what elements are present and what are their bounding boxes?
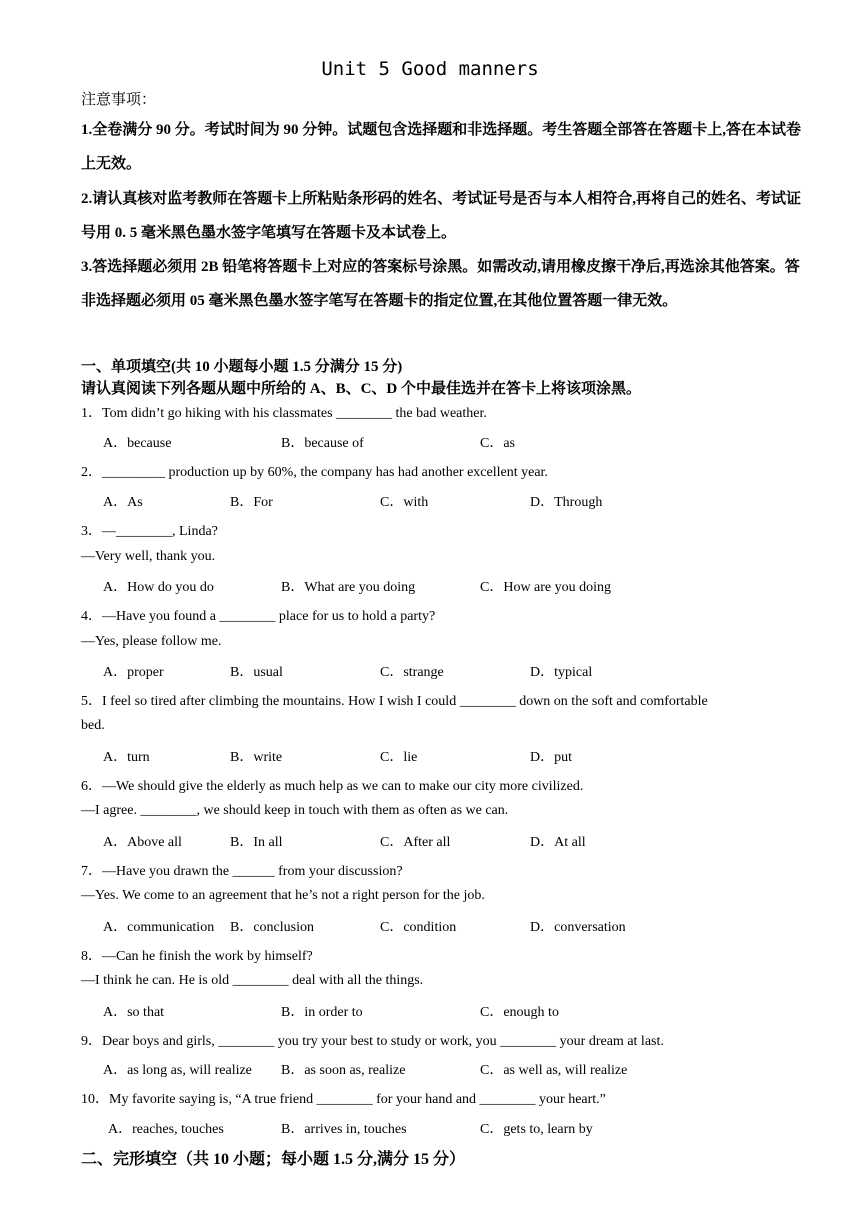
q5-option-c: C．lie bbox=[380, 750, 418, 765]
question-4-reply: —Yes, please follow me. bbox=[81, 634, 222, 649]
q3-option-c: C．How are you doing bbox=[480, 580, 612, 595]
q5-option-b: B．write bbox=[230, 750, 283, 765]
question-2-stem: 2．_________ production up by 60%, the company has had another excellent year. bbox=[81, 465, 548, 480]
question-5-stem-cont: bed. bbox=[81, 718, 105, 733]
q8-option-a: A．so that bbox=[103, 1005, 165, 1020]
q5-option-d: D．put bbox=[530, 750, 572, 765]
q5-option-a: A．turn bbox=[103, 750, 150, 765]
q4-option-c: C．strange bbox=[380, 665, 444, 680]
question-7-reply: —Yes. We come to an agreement that he’s not a right person for the job. bbox=[81, 888, 485, 903]
q7-option-b: B．conclusion bbox=[230, 920, 314, 935]
q1-option-a: A．because bbox=[103, 436, 172, 451]
q6-option-b: B．In all bbox=[230, 835, 283, 850]
page-title: Unit 5 Good manners bbox=[321, 58, 539, 80]
question-3-stem: 3．—________, Linda? bbox=[81, 524, 218, 539]
q2-option-d: D．Through bbox=[530, 495, 603, 510]
question-8-reply: —I think he can. He is old ________ deal with all the things. bbox=[81, 973, 424, 988]
section1-instruction: 请认真阅读下列各题从题中所给的 A、B、C、D 个中最佳选并在答卡上将该项涂黑。 bbox=[81, 381, 642, 397]
question-10-stem: 10．My favorite saying is, “A true friend ________ for your hand and ________ your heart.” bbox=[81, 1092, 606, 1107]
question-4-stem: 4．—Have you found a ________ place for us to hold a party? bbox=[81, 609, 436, 624]
notice-item-3: 3.答选择题必须用 2B 铅笔将答题卡上对应的答案标号涂黑。如需改动,请用橡皮擦干净后,再选涂其他答案。答非选择题必须用 05 毫米黑色墨水签字笔写在答题卡的指定位置,在其他位置答题一律无效。 bbox=[81, 259, 800, 309]
question-6-stem: 6．—We should give the elderly as much help as we can to make our city more civilized. bbox=[81, 779, 584, 794]
question-9-stem: 9．Dear boys and girls, ________ you try your best to study or work, you ________ your dream at last. bbox=[81, 1034, 664, 1049]
q2-option-a: A．As bbox=[103, 495, 143, 510]
question-7-stem: 7．—Have you drawn the ______ from your discussion? bbox=[81, 864, 403, 879]
q10-option-b: B．arrives in, touches bbox=[281, 1122, 407, 1137]
q7-option-a: A．communication bbox=[103, 920, 215, 935]
q9-option-c: C．as well as, will realize bbox=[480, 1063, 628, 1078]
notice-heading: 注意事项： bbox=[81, 92, 157, 108]
q6-option-d: D．At all bbox=[530, 835, 586, 850]
notice-item-1: 1.全卷满分 90 分。考试时间为 90 分钟。试题包含选择题和非选择题。考生答题全部答在答题卡上,答在本试卷上无效。 bbox=[81, 122, 802, 172]
q2-option-b: B．For bbox=[230, 495, 273, 510]
q7-option-c: C．condition bbox=[380, 920, 457, 935]
section1-heading: 一、单项填空(共 10 小题每小题 1.5 分满分 15 分) bbox=[81, 359, 403, 375]
question-3-reply: —Very well, thank you. bbox=[81, 549, 216, 564]
notice-item-2: 2.请认真核对监考教师在答题卡上所粘贴条形码的姓名、考试证号是否与本人相符合,再将自己的姓名、考试证号用 0. 5 毫米黑色墨水签字笔填写在答题卡及本试卷上。 bbox=[81, 191, 802, 241]
q3-option-a: A．How do you do bbox=[103, 580, 214, 595]
q7-option-d: D．conversation bbox=[530, 920, 626, 935]
q9-option-a: A．as long as, will realize bbox=[103, 1063, 252, 1078]
q1-option-b: B．because of bbox=[281, 436, 364, 451]
q3-option-b: B．What are you doing bbox=[281, 580, 416, 595]
q10-option-c: C．gets to, learn by bbox=[480, 1122, 593, 1137]
q2-option-c: C．with bbox=[380, 495, 429, 510]
question-6-reply: —I agree. ________, we should keep in touch with them as often as we can. bbox=[81, 803, 509, 818]
q9-option-b: B．as soon as, realize bbox=[281, 1063, 406, 1078]
question-5-stem: 5．I feel so tired after climbing the mountains. How I wish I could ________ down on the soft and comfortable bbox=[81, 694, 708, 709]
q4-option-a: A．proper bbox=[103, 665, 164, 680]
section1-header bbox=[81, 356, 801, 400]
q6-option-a: A．Above all bbox=[103, 835, 182, 850]
question-1-stem: 1．Tom didn’t go hiking with his classmates ________ the bad weather. bbox=[81, 406, 487, 421]
q8-option-c: C．enough to bbox=[480, 1005, 559, 1020]
q4-option-d: D．typical bbox=[530, 665, 593, 680]
question-8-stem: 8．—Can he finish the work by himself? bbox=[81, 949, 313, 964]
q6-option-c: C．After all bbox=[380, 835, 451, 850]
q10-option-a: A．reaches, touches bbox=[108, 1122, 224, 1137]
q8-option-b: B．in order to bbox=[281, 1005, 363, 1020]
q1-option-c: C．as bbox=[480, 436, 515, 451]
q4-option-b: B．usual bbox=[230, 665, 283, 680]
section2-heading: 二、完形填空（共 10 小题；每小题 1.5 分,满分 15 分） bbox=[81, 1151, 466, 1168]
